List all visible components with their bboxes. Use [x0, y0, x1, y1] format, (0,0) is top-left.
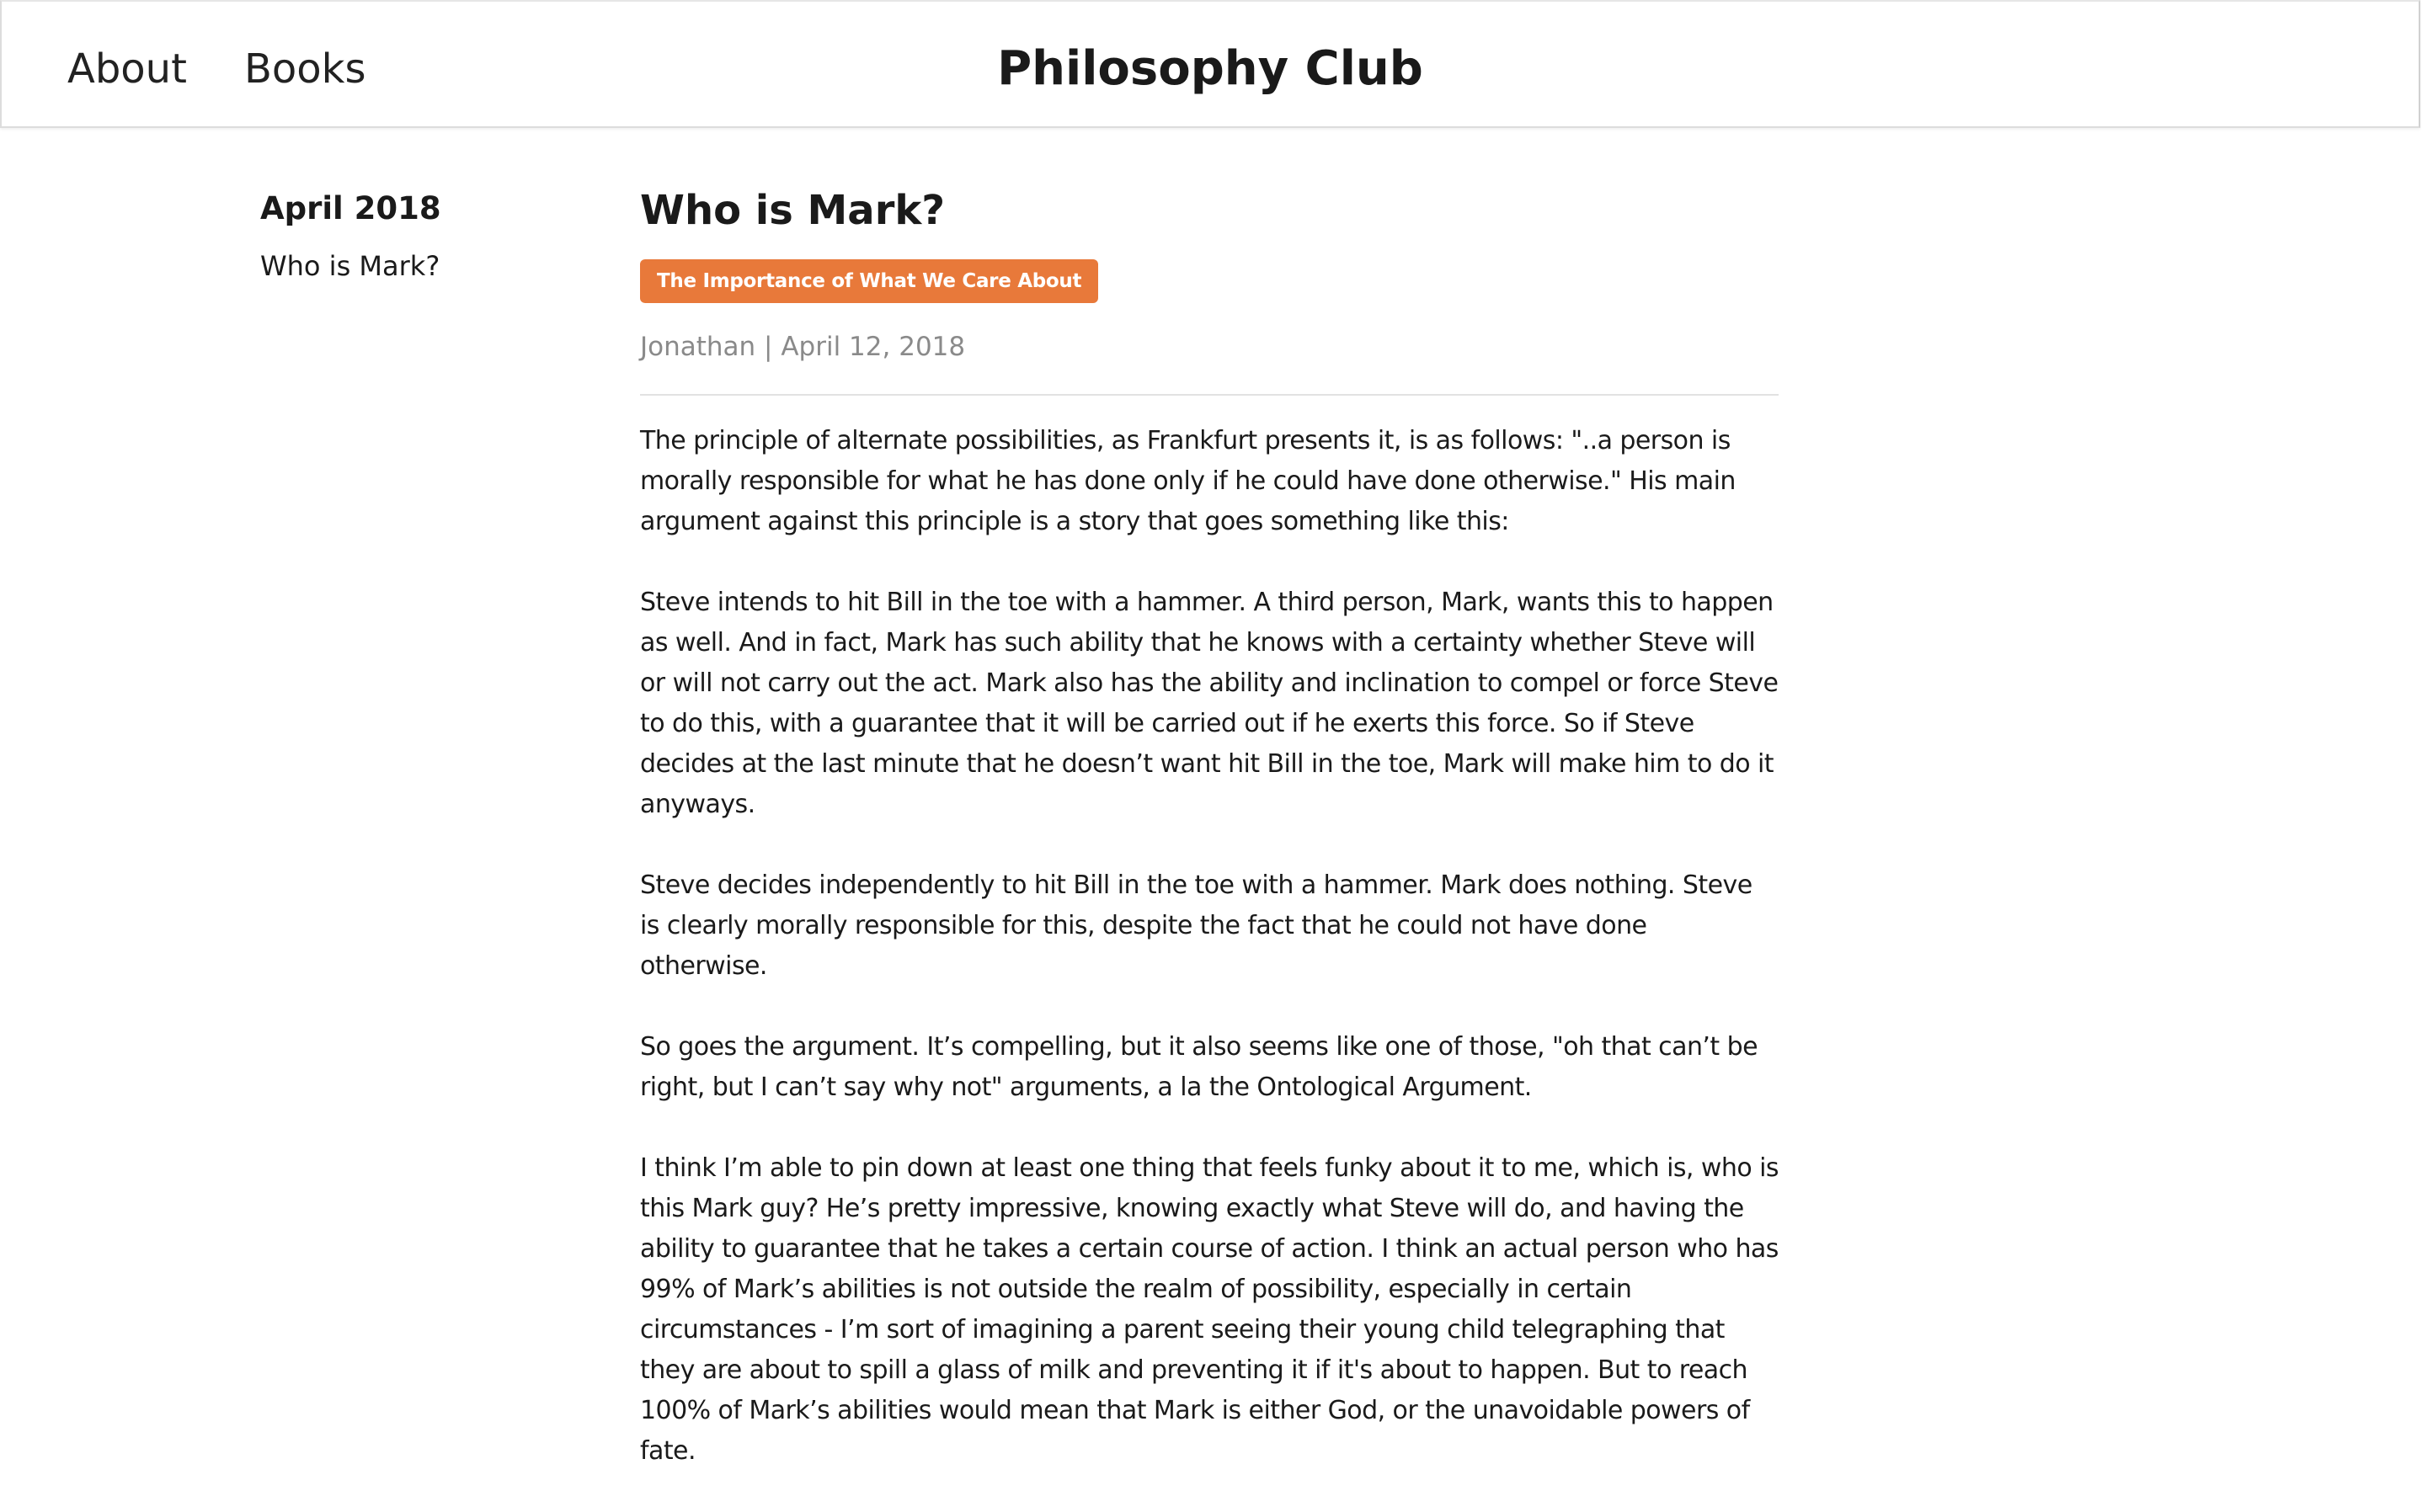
post-paragraph: So goes the argument. It’s compelling, but it also seems like one of those, "oh that can’t be right, but I can’t say why not" arguments, a la the Ontological Argument. [640, 1032, 1758, 1102]
top-navigation-bar [0, 0, 2420, 128]
post-meta-author-date: Jonathan | April 12, 2018 [640, 332, 966, 362]
post-body [640, 421, 1779, 1472]
nav-link-books[interactable]: Books [244, 45, 366, 93]
nav-link-about[interactable]: About [67, 45, 187, 93]
post-title: Who is Mark? [640, 187, 946, 234]
divider [640, 394, 1779, 396]
post-paragraph: I think I’m able to pin down at least one thing that feels funky about it to me, which is, who is this Mark guy? He’s pretty impressive, knowing exactly what Steve will do, and having the ability to guarantee that he takes a certain course of action. I think an actual person who has 99% of Mark’s abilities is not outside the realm of possibility, especially in certain circumstances - I’m sort of imagining a parent seeing their young child telegraphing that they are about to spill a glass of milk and preventing it if it's about to happen. But to reach 100% of Mark’s abilities would mean that Mark is either God, or the unavoidable powers of fate. [640, 1153, 1779, 1466]
post-paragraph: The principle of alternate possibilities, as Frankfurt presents it, is as follows: "..a person is morally responsible for what he has done only if he could have done otherwise." His main argument against this principle is a story that goes something like this: [640, 426, 1736, 536]
post-paragraph: Steve intends to hit Bill in the toe with a hammer. A third person, Mark, wants this to happen as well. And in fact, Mark has such ability that he knows with a certainty whether Steve will or will not carry out the act. Mark also has the ability and inclination to compel or force Steve to do this, with a guarantee that it will be carried out if he exerts this force. So if Steve decides at the last minute that he doesn’t want hit Bill in the toe, Mark will make him to do it anyways. [640, 588, 1779, 819]
post-tag-badge[interactable]: The Importance of What We Care About [640, 259, 1098, 303]
archive-post-link[interactable]: Who is Mark? [260, 250, 440, 282]
post-paragraph: Steve decides independently to hit Bill in the toe with a hammer. Mark does nothing. Steve is clearly morally responsible for this, despite the fact that he could not have done otherwise. [640, 870, 1752, 981]
blog-post [640, 182, 1779, 1512]
archive-month-heading: April 2018 [260, 190, 441, 226]
site-title[interactable]: Philosophy Club [997, 41, 1423, 96]
archive-sidebar [260, 187, 580, 285]
